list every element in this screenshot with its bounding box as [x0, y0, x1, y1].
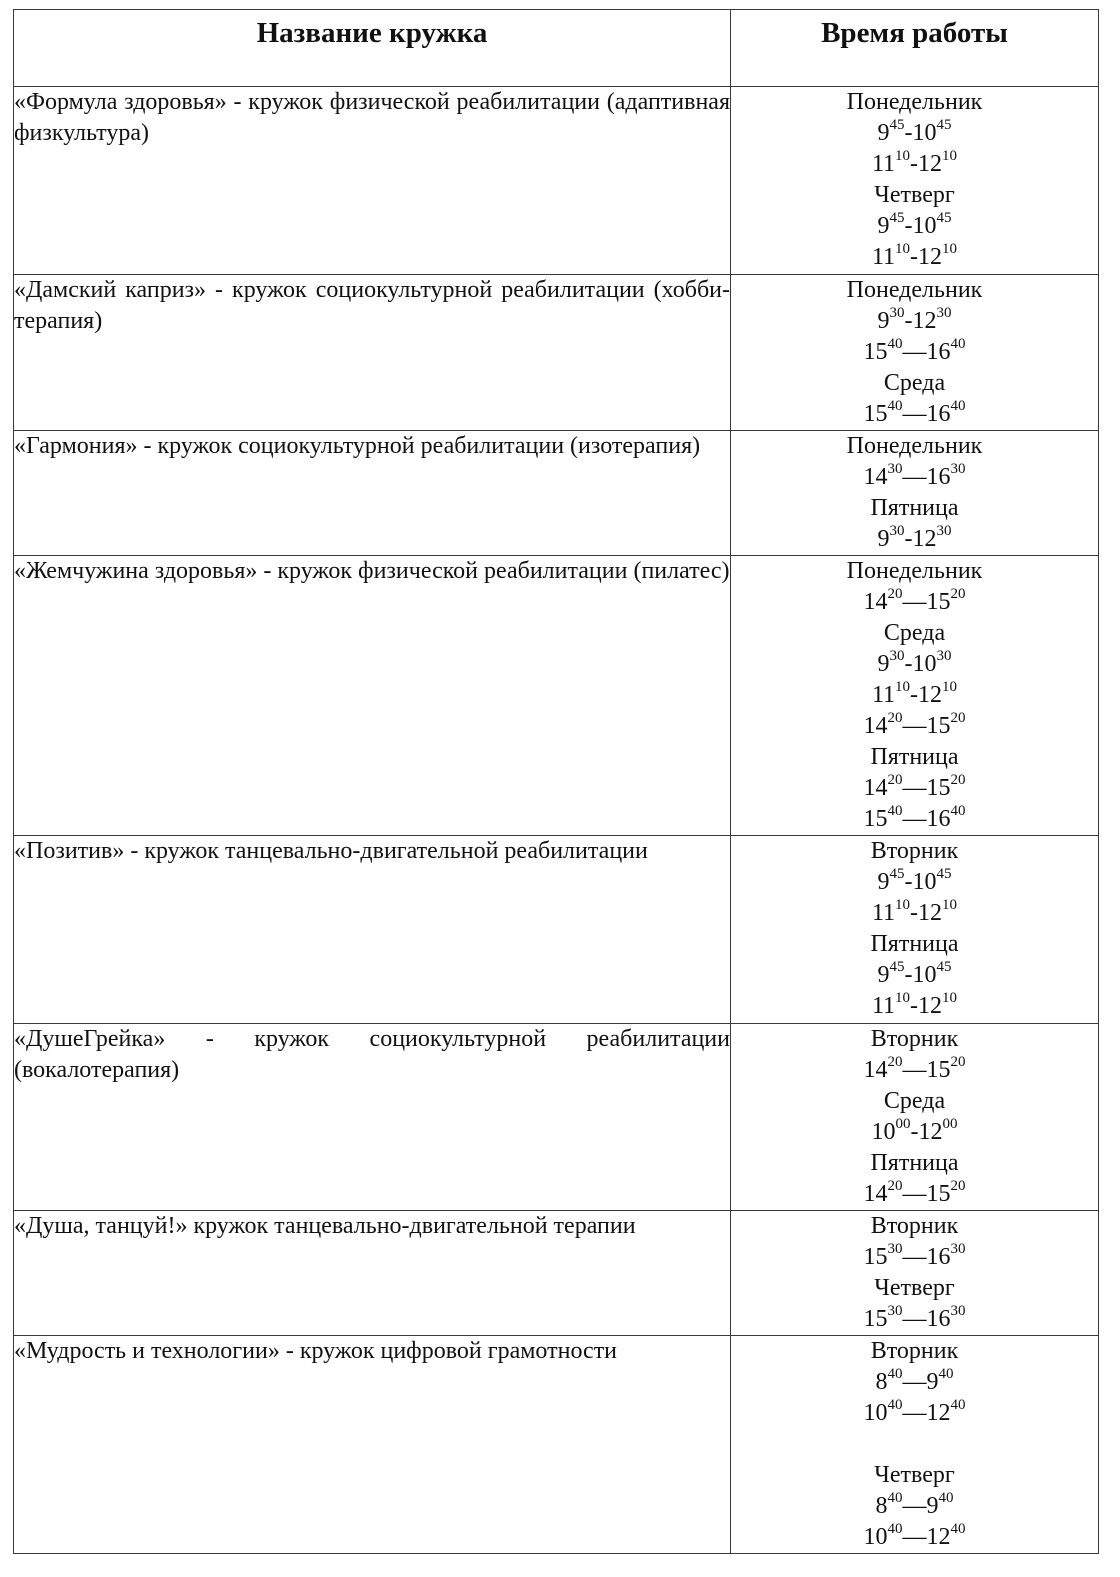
schedule-day: Вторник: [870, 1213, 959, 1239]
start-minutes: 40: [887, 1366, 903, 1382]
range-separator: -: [904, 962, 913, 988]
start-hour: 9: [877, 869, 890, 895]
start-minutes: 45: [889, 210, 905, 226]
range-separator: —: [902, 806, 927, 832]
time-range: [731, 242, 1098, 273]
schedule-day: Пятница: [870, 931, 959, 957]
time-range: [731, 649, 1098, 680]
start-hour: 9: [877, 120, 890, 146]
range-separator: -: [904, 869, 913, 895]
range-separator: —: [902, 589, 927, 615]
start-hour: 15: [863, 1306, 888, 1332]
end-minutes: 10: [942, 990, 958, 1006]
range-separator: —: [902, 1493, 927, 1519]
schedule-day: Понедельник: [846, 89, 983, 115]
time-range: [731, 711, 1098, 742]
start-minutes: 10: [895, 897, 911, 913]
end-minutes: 40: [950, 803, 966, 819]
start-minutes: 00: [895, 1116, 911, 1132]
range-separator: —: [902, 1181, 927, 1207]
end-minutes: 45: [936, 866, 952, 882]
time-range: [731, 1367, 1098, 1398]
end-hour: 15: [926, 775, 951, 801]
start-minutes: 10: [895, 990, 911, 1006]
start-hour: 9: [877, 213, 890, 239]
start-hour: 14: [863, 464, 888, 490]
end-minutes: 40: [950, 1397, 966, 1413]
table-row: [14, 87, 1099, 275]
start-hour: 9: [877, 651, 890, 677]
club-name-cell: [14, 836, 731, 1024]
end-hour: 10: [912, 120, 937, 146]
schedule-cell: [731, 1336, 1099, 1554]
time-range: [731, 1242, 1098, 1273]
club-name-cell: [14, 1336, 731, 1554]
range-separator: —: [902, 713, 927, 739]
schedule-day: Понедельник: [846, 558, 983, 584]
range-separator: -: [910, 151, 919, 177]
table-row: [14, 1024, 1099, 1211]
range-separator: -: [904, 120, 913, 146]
end-hour: 12: [918, 993, 943, 1019]
range-separator: —: [902, 1369, 927, 1395]
range-separator: —: [902, 401, 927, 427]
time-range: [731, 1304, 1098, 1335]
start-hour: 11: [871, 993, 896, 1019]
range-separator: -: [910, 900, 919, 926]
end-hour: 10: [912, 869, 937, 895]
header-time-cell: [731, 10, 1099, 87]
start-hour: 15: [863, 806, 888, 832]
start-minutes: 30: [889, 305, 905, 321]
end-hour: 16: [926, 401, 951, 427]
table-row: [14, 275, 1099, 431]
schedule-day: Среда: [883, 620, 946, 646]
end-hour: 12: [918, 244, 943, 270]
range-separator: -: [910, 993, 919, 1019]
start-hour: 14: [863, 775, 888, 801]
start-hour: 8: [875, 1493, 888, 1519]
end-minutes: 20: [950, 1054, 966, 1070]
range-separator: —: [902, 1306, 927, 1332]
end-hour: 9: [926, 1369, 939, 1395]
start-minutes: 40: [887, 1490, 903, 1506]
start-hour: 11: [871, 682, 896, 708]
start-minutes: 40: [887, 1521, 903, 1537]
header-time: Время работы: [821, 17, 1008, 49]
end-hour: 16: [926, 806, 951, 832]
start-hour: 14: [863, 713, 888, 739]
table-row: [14, 431, 1099, 556]
club-name: «ДушеГрейка» - кружок социокультурной реабилитации (вокалотерапия): [14, 1026, 730, 1083]
start-minutes: 30: [887, 461, 903, 477]
schedule-day: Среда: [883, 1088, 946, 1114]
end-hour: 15: [926, 1181, 951, 1207]
end-minutes: 45: [936, 959, 952, 975]
range-separator: —: [902, 464, 927, 490]
end-hour: 9: [926, 1493, 939, 1519]
end-minutes: 30: [950, 461, 966, 477]
time-range: [731, 773, 1098, 804]
club-name: «Формула здоровья» - кружок физической реабилитации (адаптивная физкультура): [14, 89, 730, 146]
time-range: [731, 898, 1098, 929]
end-hour: 10: [912, 651, 937, 677]
end-hour: 10: [912, 213, 937, 239]
start-minutes: 30: [887, 1241, 903, 1257]
time-range: [731, 462, 1098, 493]
time-range: [731, 524, 1098, 555]
schedule-day: Пятница: [870, 495, 959, 521]
time-range: [731, 867, 1098, 898]
start-hour: 8: [875, 1369, 888, 1395]
range-separator: —: [902, 775, 927, 801]
time-range: [731, 960, 1098, 991]
start-hour: 9: [877, 962, 890, 988]
schedule-cell: [731, 275, 1099, 431]
start-hour: 11: [871, 244, 896, 270]
end-hour: 16: [926, 339, 951, 365]
start-minutes: 30: [887, 1303, 903, 1319]
club-name-cell: [14, 1211, 731, 1336]
club-name-cell: [14, 431, 731, 556]
club-name-cell: [14, 87, 731, 275]
club-name: «Позитив» - кружок танцевально-двигательной реабилитации: [14, 838, 648, 864]
schedule-day: Вторник: [870, 838, 959, 864]
end-hour: 12: [918, 900, 943, 926]
end-minutes: 40: [950, 1521, 966, 1537]
range-separator: -: [910, 682, 919, 708]
end-hour: 12: [926, 1524, 951, 1550]
table-row: [14, 556, 1099, 836]
start-minutes: 45: [889, 866, 905, 882]
time-range: [731, 1179, 1098, 1210]
range-separator: —: [902, 1057, 927, 1083]
start-minutes: 20: [887, 1178, 903, 1194]
start-minutes: 10: [895, 679, 911, 695]
start-minutes: 10: [895, 148, 911, 164]
start-hour: 15: [863, 401, 888, 427]
schedule-spacer: [731, 1429, 1098, 1460]
end-minutes: 20: [950, 1178, 966, 1194]
schedule-day: Четверг: [874, 1275, 955, 1301]
header-name: Название кружка: [256, 17, 488, 49]
end-minutes: 30: [950, 1241, 966, 1257]
end-minutes: 30: [936, 523, 952, 539]
start-hour: 10: [863, 1400, 888, 1426]
schedule-cell: [731, 556, 1099, 836]
end-hour: 16: [926, 464, 951, 490]
schedule-cell: [731, 1024, 1099, 1211]
end-hour: 12: [912, 308, 937, 334]
start-hour: 9: [877, 308, 890, 334]
start-hour: 10: [863, 1524, 888, 1550]
range-separator: —: [902, 339, 927, 365]
time-range: [731, 991, 1098, 1022]
end-minutes: 30: [950, 1303, 966, 1319]
end-minutes: 45: [936, 117, 952, 133]
start-minutes: 20: [887, 586, 903, 602]
time-range: [731, 149, 1098, 180]
end-minutes: 40: [950, 398, 966, 414]
club-name: «Мудрость и технологии» - кружок цифровой грамотности: [14, 1338, 618, 1364]
time-range: [731, 1117, 1098, 1148]
time-range: [731, 211, 1098, 242]
schedule-cell: [731, 836, 1099, 1024]
end-minutes: 40: [938, 1366, 954, 1382]
end-hour: 15: [926, 713, 951, 739]
range-separator: -: [904, 308, 913, 334]
time-range: [731, 1491, 1098, 1522]
range-separator: -: [910, 1119, 919, 1145]
club-name: «Гармония» - кружок социокультурной реабилитации (изотерапия): [14, 433, 701, 459]
start-minutes: 40: [887, 398, 903, 414]
start-minutes: 20: [887, 1054, 903, 1070]
range-separator: -: [910, 244, 919, 270]
end-minutes: 30: [936, 305, 952, 321]
club-name-cell: [14, 1024, 731, 1211]
table-row: [14, 836, 1099, 1024]
start-hour: 15: [863, 1244, 888, 1270]
start-minutes: 40: [887, 1397, 903, 1413]
start-hour: 14: [863, 589, 888, 615]
end-hour: 15: [926, 589, 951, 615]
header-row: [14, 10, 1099, 87]
start-minutes: 10: [895, 241, 911, 257]
range-separator: —: [902, 1400, 927, 1426]
schedule-cell: [731, 1211, 1099, 1336]
time-range: [731, 399, 1098, 430]
time-range: [731, 306, 1098, 337]
start-hour: 11: [871, 151, 896, 177]
start-minutes: 45: [889, 117, 905, 133]
end-hour: 12: [918, 151, 943, 177]
end-minutes: 40: [950, 336, 966, 352]
start-minutes: 40: [887, 803, 903, 819]
start-hour: 14: [863, 1057, 888, 1083]
end-hour: 10: [912, 962, 937, 988]
end-minutes: 10: [942, 679, 958, 695]
start-hour: 9: [877, 526, 890, 552]
time-range: [731, 1522, 1098, 1553]
start-minutes: 30: [889, 648, 905, 664]
range-separator: -: [904, 526, 913, 552]
start-minutes: 20: [887, 710, 903, 726]
end-hour: 12: [918, 1119, 943, 1145]
start-minutes: 30: [889, 523, 905, 539]
start-minutes: 20: [887, 772, 903, 788]
table-row: [14, 1211, 1099, 1336]
start-minutes: 45: [889, 959, 905, 975]
club-name: «Дамский каприз» - кружок социокультурной реабилитации (хобби-терапия): [14, 277, 730, 334]
end-hour: 16: [926, 1306, 951, 1332]
end-minutes: 10: [942, 897, 958, 913]
time-range: [731, 1398, 1098, 1429]
end-minutes: 20: [950, 586, 966, 602]
start-hour: 14: [863, 1181, 888, 1207]
end-minutes: 45: [936, 210, 952, 226]
end-hour: 12: [926, 1400, 951, 1426]
schedule-day: Пятница: [870, 1150, 959, 1176]
schedule-day: Среда: [883, 370, 946, 396]
end-minutes: 20: [950, 772, 966, 788]
schedule-day: Четверг: [874, 1462, 955, 1488]
time-range: [731, 680, 1098, 711]
club-name-cell: [14, 275, 731, 431]
time-range: [731, 1055, 1098, 1086]
club-name: «Душа, танцуй!» кружок танцевально-двигательной терапии: [14, 1213, 636, 1239]
time-range: [731, 804, 1098, 835]
start-hour: 11: [871, 900, 896, 926]
range-separator: —: [902, 1244, 927, 1270]
schedule-day: Вторник: [870, 1338, 959, 1364]
range-separator: —: [902, 1524, 927, 1550]
start-hour: 15: [863, 339, 888, 365]
schedule-day: Понедельник: [846, 277, 983, 303]
time-range: [731, 337, 1098, 368]
end-minutes: 20: [950, 710, 966, 726]
table-row: [14, 1336, 1099, 1554]
start-hour: 10: [871, 1119, 896, 1145]
start-minutes: 40: [887, 336, 903, 352]
schedule-day: Понедельник: [846, 433, 983, 459]
end-minutes: 00: [942, 1116, 958, 1132]
schedule-day: Вторник: [870, 1026, 959, 1052]
end-minutes: 10: [942, 148, 958, 164]
end-hour: 15: [926, 1057, 951, 1083]
range-separator: -: [904, 651, 913, 677]
schedule-cell: [731, 431, 1099, 556]
schedule-cell: [731, 87, 1099, 275]
schedule-day: Пятница: [870, 744, 959, 770]
end-minutes: 30: [936, 648, 952, 664]
time-range: [731, 587, 1098, 618]
end-hour: 12: [918, 682, 943, 708]
time-range: [731, 118, 1098, 149]
end-minutes: 40: [938, 1490, 954, 1506]
club-name: «Жемчужина здоровья» - кружок физической реабилитации (пилатес): [14, 558, 730, 584]
end-hour: 12: [912, 526, 937, 552]
end-minutes: 10: [942, 241, 958, 257]
club-name-cell: [14, 556, 731, 836]
range-separator: -: [904, 213, 913, 239]
schedule-day: Четверг: [874, 182, 955, 208]
schedule-table: [13, 9, 1099, 1554]
header-name-cell: [14, 10, 731, 87]
end-hour: 16: [926, 1244, 951, 1270]
